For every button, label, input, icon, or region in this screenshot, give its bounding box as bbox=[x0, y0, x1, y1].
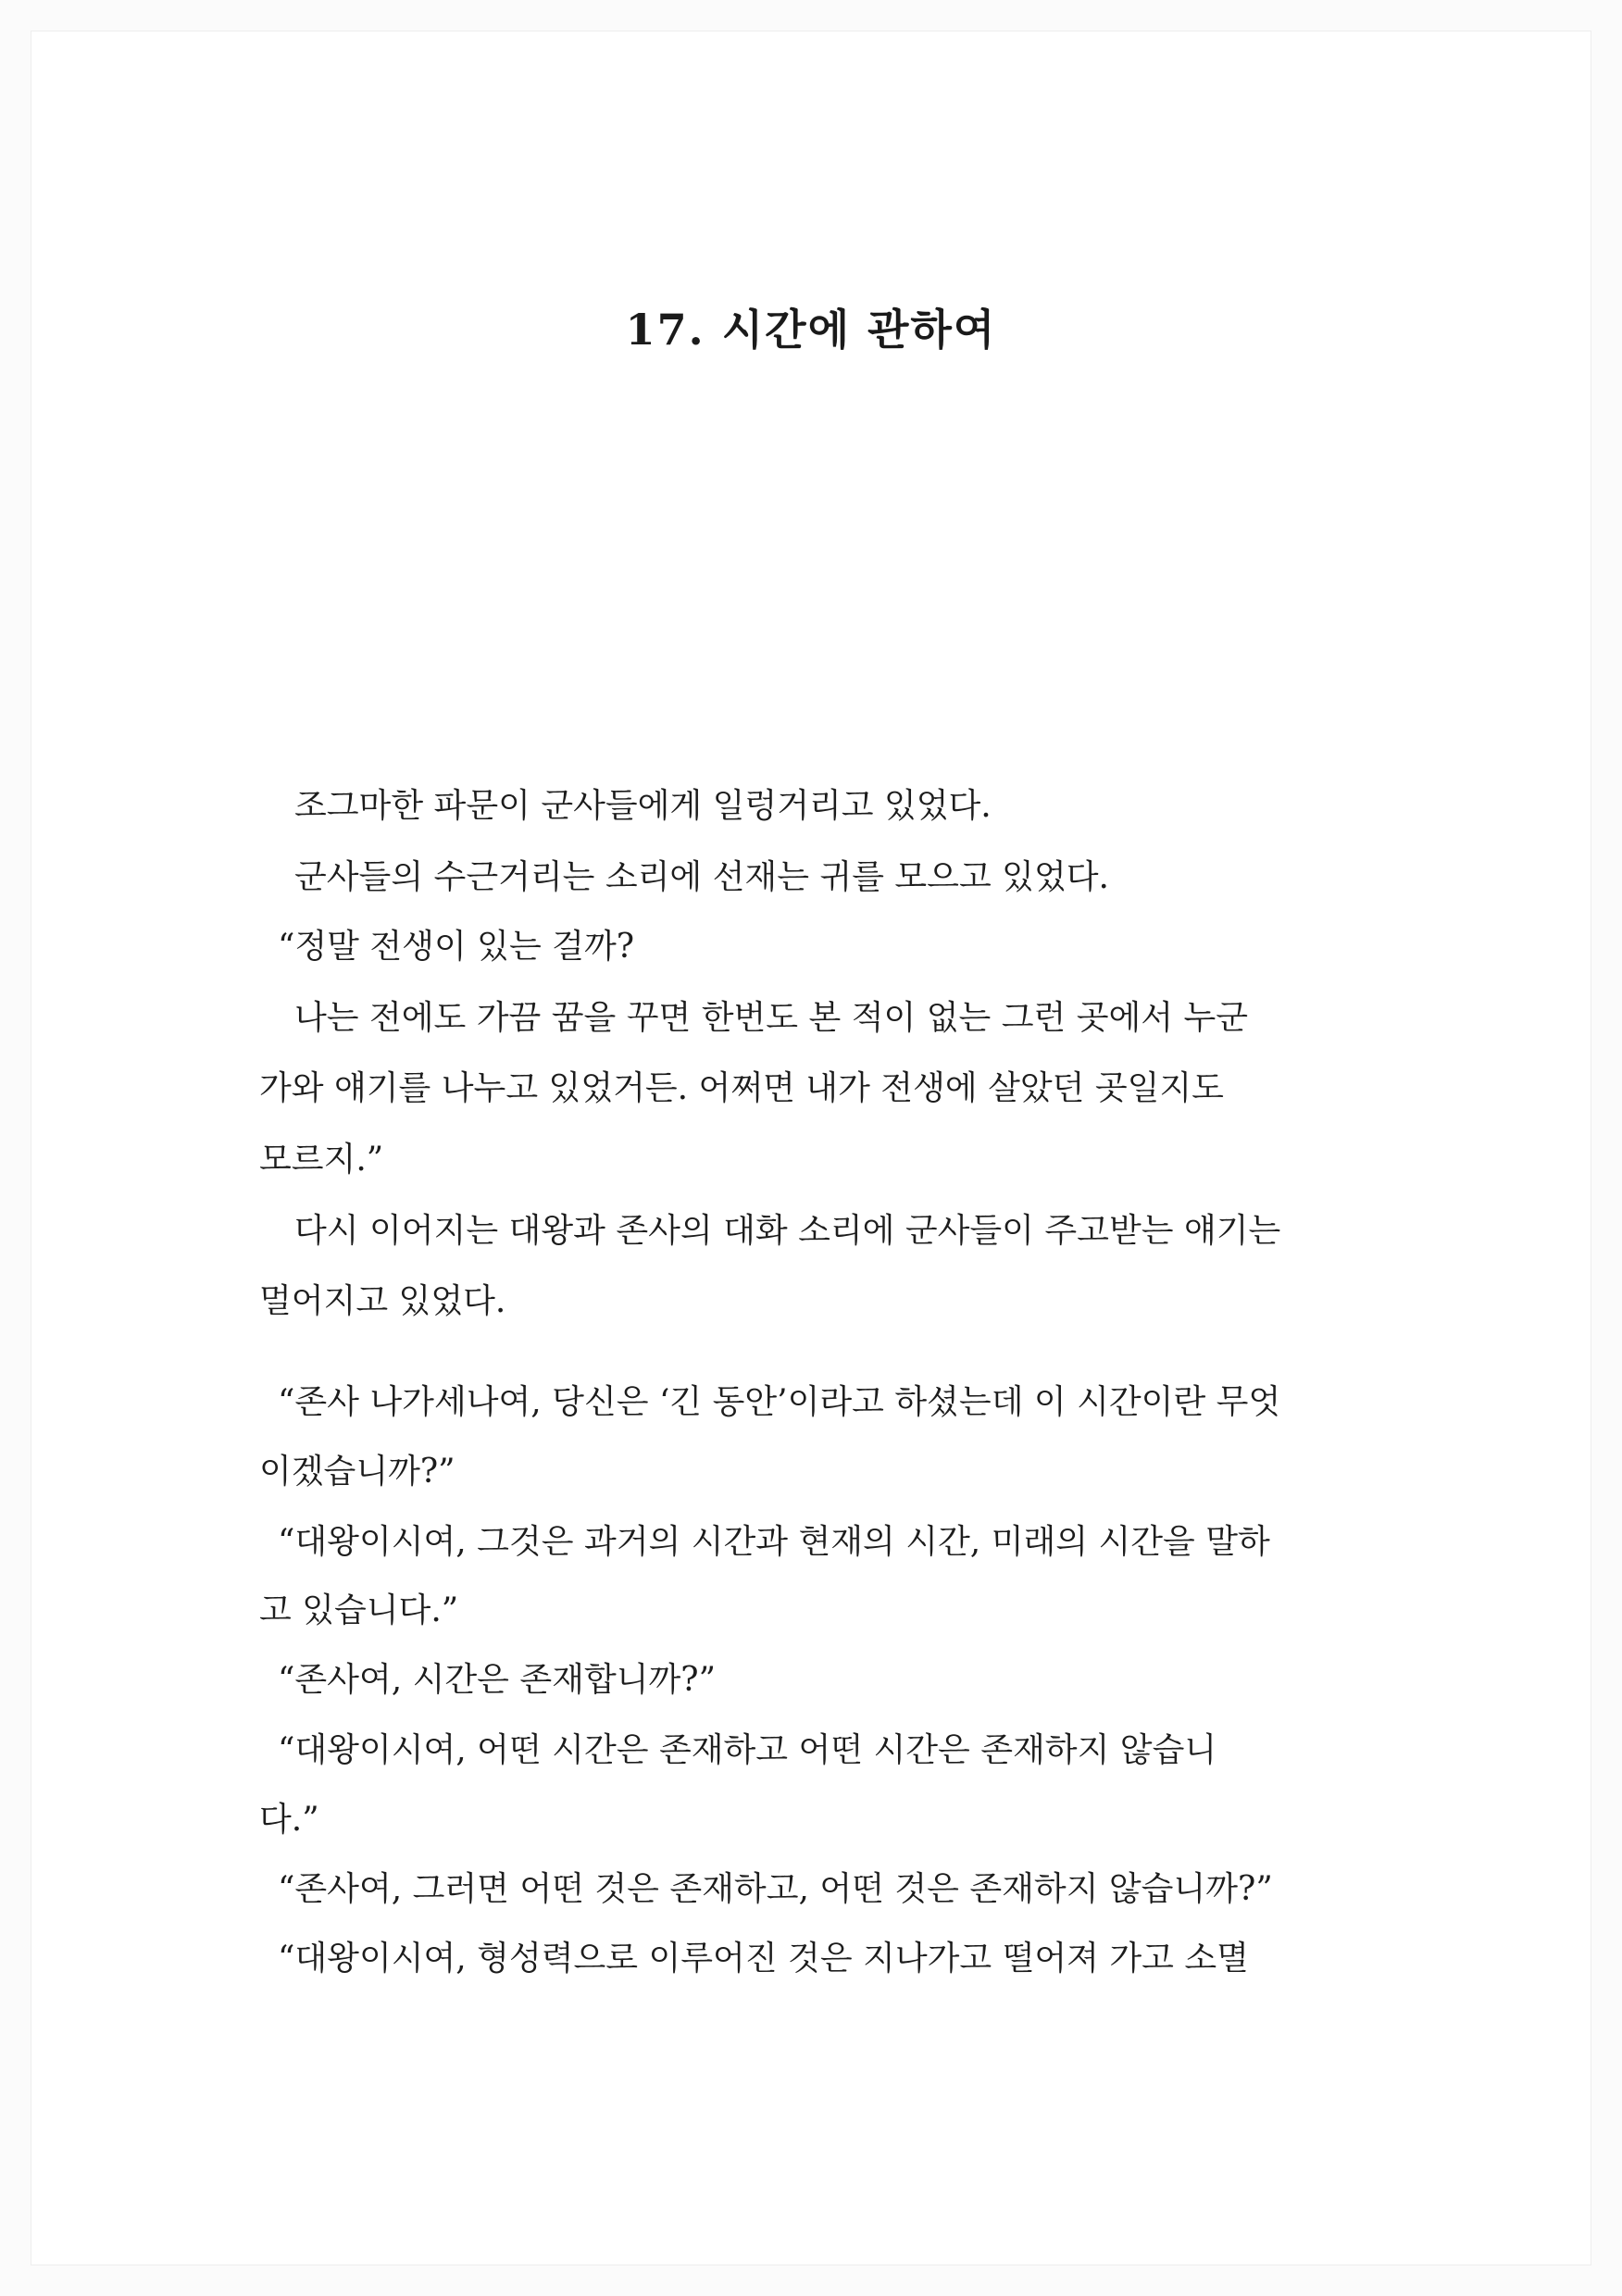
paragraph-line: 조그마한 파문이 군사들에게 일렁거리고 있었다. bbox=[294, 787, 992, 825]
paragraph-line: “존사여, 시간은 존재합니까?” bbox=[278, 1661, 716, 1699]
paragraph-line: 군사들의 수근거리는 소리에 선재는 귀를 모으고 있었다. bbox=[294, 858, 1109, 896]
paragraph-line: “대왕이시여, 어떤 시간은 존재하고 어떤 시간은 존재하지 않습니 bbox=[278, 1731, 1217, 1769]
paragraph-line: “정말 전생이 있는 걸까? bbox=[278, 928, 635, 966]
paragraph-line: 다시 이어지는 대왕과 존사의 대화 소리에 군사들이 주고받는 얘기는 bbox=[294, 1212, 1281, 1250]
paragraph-line: “대왕이시여, 그것은 과거의 시간과 현재의 시간, 미래의 시간을 말하 bbox=[278, 1523, 1270, 1561]
chapter-title: 17. 시간에 관하여 bbox=[625, 305, 997, 355]
paragraph-line: 모르지.” bbox=[259, 1141, 384, 1179]
paragraph-line: 고 있습니다.” bbox=[259, 1591, 459, 1629]
paragraph-line: “대왕이시여, 형성력으로 이루어진 것은 지나가고 떨어져 가고 소멸 bbox=[278, 1940, 1249, 1978]
paragraph-line: “존사여, 그러면 어떤 것은 존재하고, 어떤 것은 존재하지 않습니까?” bbox=[278, 1870, 1273, 1908]
paragraph-line: 다.” bbox=[259, 1801, 319, 1839]
paragraph-line: “존사 나가세나여, 당신은 ‘긴 동안’이라고 하셨는데 이 시간이란 무엇 bbox=[278, 1383, 1281, 1421]
paragraph-line: 나는 전에도 가끔 꿈을 꾸면 한번도 본 적이 없는 그런 곳에서 누군 bbox=[294, 999, 1249, 1037]
paragraph-line: 이겠습니까?” bbox=[259, 1453, 455, 1491]
paragraph-line: 가와 얘기를 나누고 있었거든. 어쩌면 내가 전생에 살았던 곳일지도 bbox=[259, 1069, 1224, 1107]
paragraph-line: 멀어지고 있었다. bbox=[259, 1282, 506, 1320]
